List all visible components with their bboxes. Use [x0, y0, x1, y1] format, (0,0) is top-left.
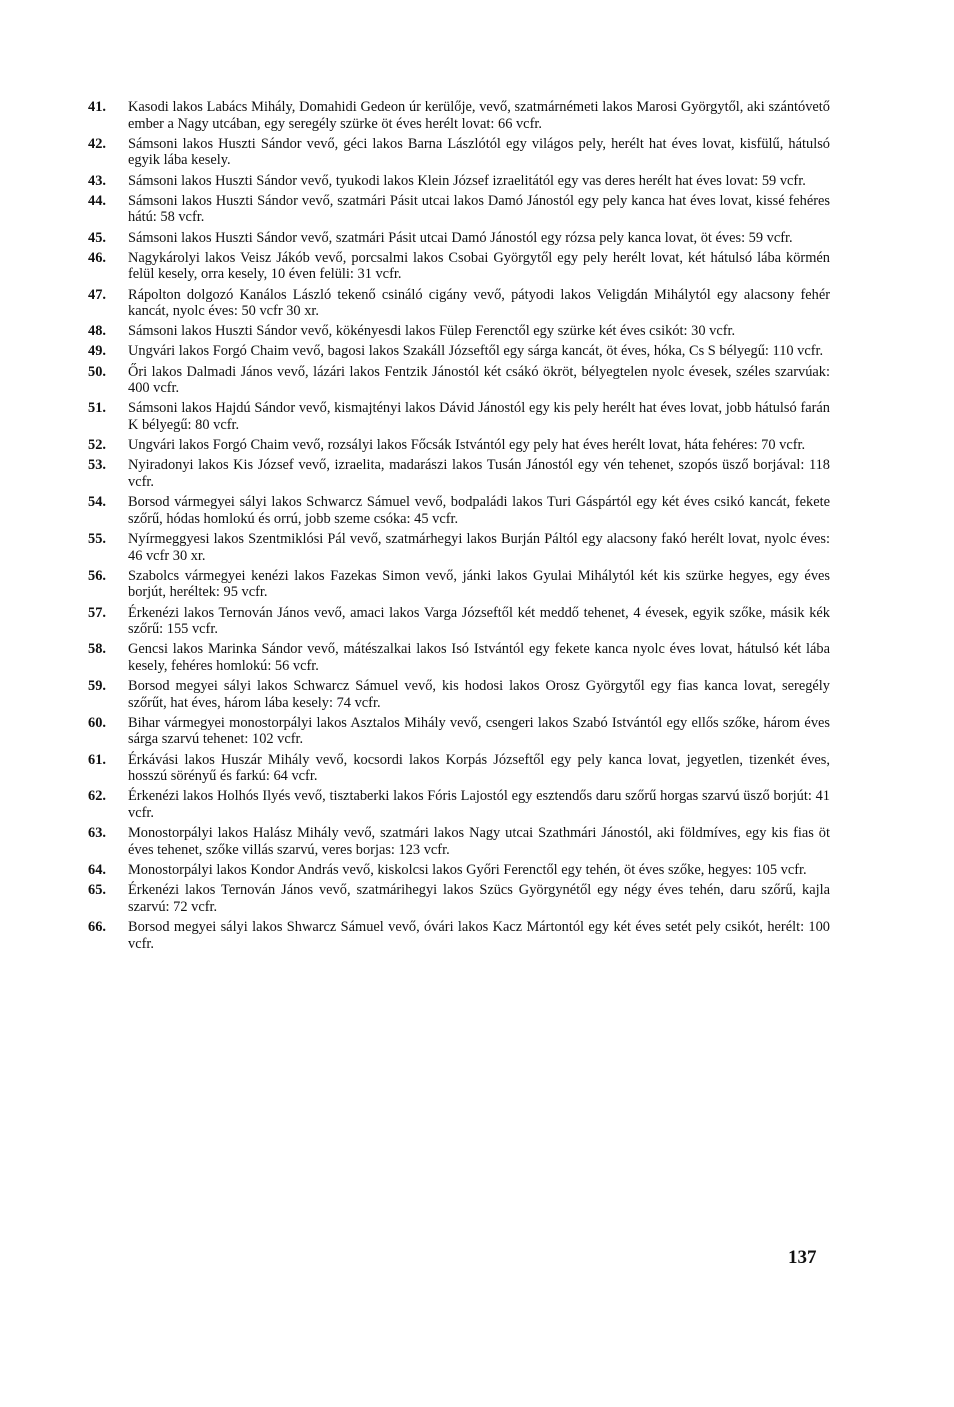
entry-number: 57. — [88, 604, 106, 621]
entry-number: 45. — [88, 229, 106, 246]
entry-item — [88, 678, 830, 711]
entry-number: 61. — [88, 751, 106, 768]
entry-text: Nyiradonyi lakos Kis József vevő, izraelita, madarászi lakos Tusán Jánostól egy vén tehenet, szopós üsző borjával: 118 vcfr. — [128, 457, 830, 490]
entry-number: 44. — [88, 192, 106, 209]
entry-item — [88, 825, 830, 858]
entry-list — [88, 99, 830, 956]
entry-item — [88, 437, 830, 454]
entry-item — [88, 715, 830, 748]
entry-text: Szabolcs vármegyei kenézi lakos Fazekas Simon vevő, jánki lakos Gyulai Mihálytól két kis szürke hegyes, egy éves borjút, heréltek: 95 vcfr. — [128, 567, 830, 601]
entry-number: 53. — [88, 457, 106, 474]
entry-text: Ungvári lakos Forgó Chaim vevő, bagosi lakos Szakáll Józseftől egy sárga kancát, öt éves, hóka, Cs S bélyegű: 110 vcfr. — [128, 343, 824, 360]
entry-text: Érkenézi lakos Ternován János vevő, amaci lakos Varga Józseftől két meddő tehenet, 4 évesek, egyik szőke, másik kék szőrű: 155 vcfr. — [128, 604, 830, 638]
entry-item — [88, 788, 830, 821]
entry-text: Őri lakos Dalmadi János vevő, lázári lakos Fentzik Jánostól két csákó ökröt, bélyegtelen nyolc évesek, széles szarvúak: 400 vcfr. — [128, 363, 830, 397]
entry-number: 58. — [88, 641, 106, 658]
entry-number: 48. — [88, 323, 106, 340]
entry-number: 47. — [88, 286, 106, 303]
entry-number: 41. — [88, 99, 106, 115]
entry-number: 55. — [88, 530, 106, 547]
entry-item — [88, 752, 830, 785]
entry-text: Sámsoni lakos Huszti Sándor vevő, kökényesdi lakos Fülep Ferenctől egy szürke két éves csikót: 30 vcfr. — [128, 323, 736, 340]
entry-number: 59. — [88, 678, 106, 695]
entry-item — [88, 250, 830, 283]
entry-number: 62. — [88, 788, 106, 805]
entry-item — [88, 457, 830, 490]
entry-text: Borsod megyei sályi lakos Shwarcz Sámuel vevő, óvári lakos Kacz Mártontól egy két éves setét pely csikót, herélt: 100 vcfr. — [128, 918, 830, 952]
entry-item — [88, 99, 830, 132]
entry-item — [88, 494, 830, 527]
entry-text: Érkávási lakos Huszár Mihály vevő, kocsordi lakos Korpás Józseftől egy pely kanca lovat, jegyetlen, tizenkét éves, hosszú sörényű és farkú: 64 vcfr. — [128, 751, 830, 785]
entry-number: 49. — [88, 343, 106, 360]
entry-item — [88, 173, 830, 190]
entry-text: Borsod vármegyei sályi lakos Schwarcz Sámuel vevő, bodpaládi lakos Turi Gáspártól egy két éves csikó kancát, fekete szőrű, hódas homlokú és orrú, jobb szeme csóka: 45 vcfr. — [128, 494, 830, 527]
entry-number: 63. — [88, 825, 106, 842]
entry-text: Nyírmeggyesi lakos Szentmiklósi Pál vevő, szatmárhegyi lakos Burján Páltól egy alacsony fakó herélt lovat, nyolc éves: 46 vcfr 30 xr. — [128, 530, 830, 564]
entry-item — [88, 323, 830, 340]
entry-text: Sámsoni lakos Huszti Sándor vevő, szatmári Pásit utcai lakos Damó Jánostól egy pely kanca hat éves lovat, kissé fehéres hátú: 58 vcfr. — [128, 192, 830, 226]
entry-number: 65. — [88, 882, 106, 899]
page-number: 137 — [788, 1247, 817, 1268]
entry-number: 52. — [88, 437, 106, 454]
entry-number: 42. — [88, 135, 106, 152]
entry-item — [88, 568, 830, 601]
entry-text: Ungvári lakos Forgó Chaim vevő, rozsályi lakos Főcsák Istvántól egy pely hat éves herélt lovat, háta fehéres: 70 vcfr. — [128, 437, 806, 454]
entry-number: 64. — [88, 862, 106, 878]
entry-item — [88, 400, 830, 433]
entry-number: 50. — [88, 363, 106, 380]
entry-text: Monostorpályi lakos Kondor András vevő, kiskolcsi lakos Győri Ferenctől egy tehén, öt éves szőke, hegyes: 105 vcfr. — [128, 862, 807, 878]
entry-number: 66. — [88, 918, 106, 935]
entry-text: Kasodi lakos Labács Mihály, Domahidi Gedeon úr kerülője, vevő, szatmárnémeti lakos Marosi Györgytől, aki szántóvető ember a Nagy utcában, egy seregély szürke öt éves herélt lovat: 66 vcfr. — [128, 99, 830, 132]
entry-number: 60. — [88, 714, 106, 731]
entry-item — [88, 193, 830, 226]
entry-item — [88, 882, 830, 915]
entry-text: Sámsoni lakos Huszti Sándor vevő, tyukodi lakos Klein József izraelitától egy vas deres herélt hat éves lovat: 59 vcfr. — [128, 172, 806, 189]
entry-text: Érkenézi lakos Ternován János vevő, szatmárihegyi lakos Szücs Györgynétől egy négy éves tehén, daru szőrű, kajla szarvú: 72 vcfr. — [128, 882, 830, 915]
entry-text: Gencsi lakos Marinka Sándor vevő, mátészalkai lakos Isó Istvántól egy fekete kanca nyolc éves lovat, hátulsó két lába kesely, fehéres homlokú: 56 vcfr. — [128, 641, 830, 674]
entry-item — [88, 641, 830, 674]
entry-number: 43. — [88, 172, 106, 189]
entry-number: 56. — [88, 567, 106, 584]
entry-text: Sámsoni lakos Huszti Sándor vevő, géci lakos Barna Lászlótól egy világos pely, herélt hat éves lovat, kisfülű, hátulsó egyik lába kesely. — [128, 135, 830, 169]
entry-text: Érkenézi lakos Holhós Ilyés vevő, tisztaberki lakos Fóris Lajostól egy esztendős daru szőrű horgas szarvú üsző borjút: 41 vcfr. — [128, 788, 830, 822]
entry-number: 46. — [88, 249, 106, 266]
entry-number: 51. — [88, 400, 106, 417]
entry-item — [88, 343, 830, 360]
entry-text: Nagykárolyi lakos Veisz Jákób vevő, porcsalmi lakos Csobai Györgytől egy pely herélt lovat, két hátulsó lába körmén felül kesely, orra kesely, 10 éven felüli: 31 vcfr. — [128, 249, 830, 283]
entry-item — [88, 364, 830, 397]
entry-text: Rápolton dolgozó Kanálos László tekenő csináló cigány vevő, pátyodi lakos Veligdán Mihálytól egy alacsony fehér kancát, nyolc éves: 50 vcfr 30 xr. — [128, 286, 830, 320]
entry-text: Borsod megyei sályi lakos Schwarcz Sámuel vevő, kis hodosi lakos Orosz Györgytől egy fias kanca lovat, seregély szőrűt, hat éves, három lába kesely: 74 vcfr. — [128, 678, 830, 711]
entry-text: Sámsoni lakos Huszti Sándor vevő, szatmári Pásit utcai Damó Jánostól egy rózsa pely kanca lovat, öt éves: 59 vcfr. — [128, 229, 793, 246]
entry-item — [88, 287, 830, 320]
entry-item — [88, 136, 830, 169]
entry-item — [88, 531, 830, 564]
entry-item — [88, 605, 830, 638]
entry-text: Monostorpályi lakos Halász Mihály vevő, szatmári lakos Nagy utcai Szathmári Jánostól, aki földmíves, egy kis fias öt éves tehenet, szőke villás szarvú, veres borjas: 123 vcfr. — [128, 825, 830, 858]
entry-item — [88, 919, 830, 952]
entry-item — [88, 230, 830, 247]
entry-number: 54. — [88, 494, 106, 511]
entry-text: Bihar vármegyei monostorpályi lakos Asztalos Mihály vevő, csengeri lakos Szabó Istvántól egy ellős szőke, három éves sárga szarvú tehenet: 102 vcfr. — [128, 714, 830, 748]
entry-item — [88, 862, 830, 879]
entry-text: Sámsoni lakos Hajdú Sándor vevő, kismajtényi lakos Dávid Jánostól egy kis pely herélt hat éves lovat, jobb hátulsó farán K bélyegű: 80 vcfr. — [128, 400, 830, 434]
